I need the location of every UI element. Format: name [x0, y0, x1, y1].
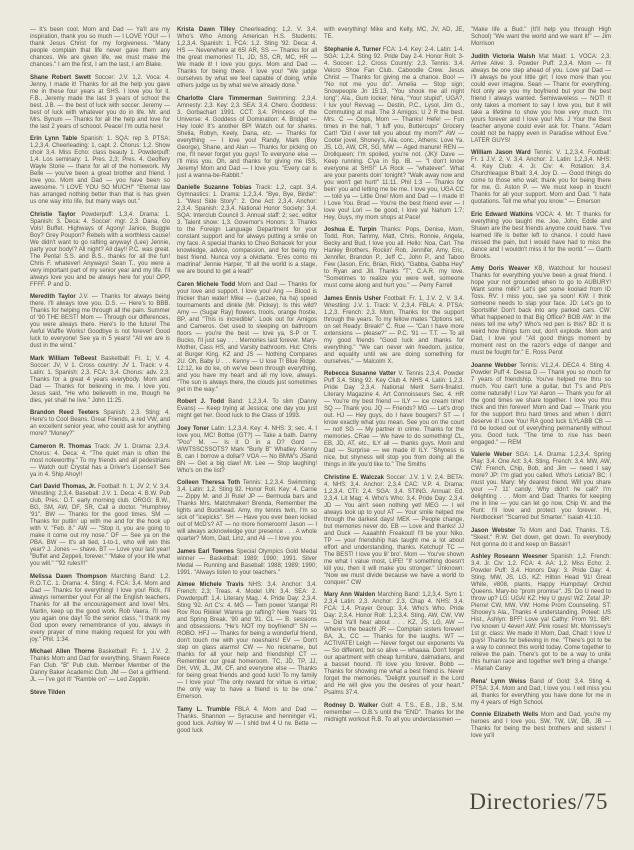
entry-student-name: Valerie Weber — [471, 452, 513, 458]
entry-text: Thanks: Pops, Denise, Mom, Todd, Ron, Tammy, Matt, Chris, Ronnie, Angela, Becky and Bud, I love you all. Hello: Noa, Carl. The Hanley Brothers, Rockin' Rob, Jennifer, Amy, Eric, Jennifer, Brandon P., Jeff C., John P., and Taboo Few (Jason, Eric, Brian, Rick). "Gabba, Gabba Hey" to Ryan and Jill. Thanks "T", C.A.R. my love. "Sometimes to realize you were well, someone must come along and hurt you." — Perry Farrell — [324, 227, 464, 289]
entry-student-name: Jason Webster — [471, 527, 516, 534]
directory-entry — [324, 592, 464, 697]
entry-student-name: Rebecca Susanne Vatter — [324, 371, 396, 377]
directory-column-4 — [471, 27, 611, 746]
entry-text: with everything! Mike and Kelly, MC, JV, AD, JE, TE. — [324, 27, 464, 40]
entry-text: Band of Gold: 3,4. Sting 4. PTSA: 3,4. Mom and Dad, I love you. I will miss you all, thanks for everything you have done for me in my 4 years of High School. — [471, 678, 611, 706]
entry-text: "Make life a Bud." (It'll help you through High School) "We want the world and we want it!" — Jim Morrison — [471, 27, 611, 47]
entry-student-name: Erin Lynn Table — [30, 136, 78, 142]
directory-column-1 — [30, 27, 170, 746]
directory-entry — [471, 27, 611, 48]
entry-text: Powderpuff: 1,3,4. Drama: 1. Spanish: 3. Deca: 4. Soccer: mgr. 2,3. Dana, Go Vols! Buffet. Highways of Agony! Janice, Buggle Boy? Grey Poupon? Rebels with a worthless cause! We didn't want to go rafting anyway! (Lee) Jennie, party your body!? All night? All day!! P.C. was great. The Penta! S.S. and B.S., thanks for all the fun! Chris F. whatever! Anyways! Sean T., you were a very important part of my senior year and my life. I'll always love you and be always here for you! OPP, FFFF. P and D. — [30, 211, 170, 288]
entry-text: Football: Fr. 1, J.V. 2, V. 3,4. Wrestling: J.V. 1. Track: V. 2,3,4. FBLA: 4. PTSA: 1,2,3. French: 2,3. Mom, Thanks for the support through the years. To my fellow mates "Options set, on set Ready: Break!" C. Rue — "Can I have more extensions — please?" — P.C. '91 — T.T. — To all my good friends "Good luck and thanks for everything." "We can never win freedom, justice, and equality until we are doing something for ourselves." — Malcolm X. — [324, 295, 464, 365]
entry-text: Tennis: V1,2,4. DECA 4. Sting 4. Powder Puff 4. Deesa D — Thank you so much for 7 years of friendship. You've helped me thru so much. You can't tune a guitar, but T's and Pb's come naturally! I Luv Ya! Aaron — Thank you for all the good times we share together. I love you thru thick and thin forever! Mom and Dad — Thank you for the support thru hard times and when I didn't deserve it! Love You! RA good luck ILYLABB CB — I'd be locked out of everything permanently without you. Good luck. "The time to rise has been engaged." — REM — [471, 362, 611, 446]
directory-entry — [30, 294, 170, 350]
page-number: Directories/75 — [469, 789, 608, 814]
entry-student-name: Meredith Taylor — [30, 294, 76, 300]
entry-student-name: Michael Allen Thorne — [30, 649, 95, 655]
directory-entry — [471, 54, 611, 145]
directory-entry — [177, 549, 317, 577]
entry-student-name: Joanne Webber — [471, 362, 517, 369]
directory-entry — [471, 554, 611, 673]
directory-entry — [177, 399, 317, 420]
entry-text: Swimming: 2,3,4. Amnesty: 2,3. Key: 2,3. SEA: 3,4. Chero. Goddess: 3. Gorbachart 1991. CCT: 3,4. Princess of the Universe: 4. Goddess of Domination: 4. Bridget — Hey look! It's another BP! Watch out for sharks. Shelia, Robyn, Keely, Dana, etc. — Thanks for everything — I love you! Randy, Mark (Boy George), Shane, and Alan — Thanks for picking on me, I'll never forget you guys! To everyone else — I'll miss you. Oh, and thanks for giving me ISS, Jeremy! Mom and Dad — I love you. "Every car is just a wanna-be-Rabbit." — [177, 95, 318, 179]
directory-entry — [30, 444, 170, 479]
directory-entry — [324, 27, 464, 41]
directory-entry — [177, 480, 317, 543]
directory-entry — [30, 690, 170, 697]
directory-entry — [30, 27, 170, 69]
entry-student-name: Shane Robert Swett — [30, 74, 91, 81]
entry-student-name: Danielle Suzanne Tobias — [177, 185, 252, 191]
entry-text: Soccer: J.V. 1 V. 2,4. BETA: 4. NHS: 3,4. Anchor: 2,3,4 CAC: V.P. 4. Drama: 1,2,3,4. CTI: 2,4. SGA: 3,4. STING. Annual: Ed. 2,3,4. Lit Mag: 4. Who's Who: 3,4. Pride Day: 2,3,4. JD — You ain't seen nothing yet! MEG — I wil always look up to you! AT — Your smile helped me through the darkest days! MEK — People change, but memories never do. EB — Love and thanks! JJ and Duck — Aaaahhh Freakout! I'll be your Niko. TP — your friendship has taught me a lot about effort and understanding, thanks. Ketchup! TC — The BEST! I love you lil' bro'. Mom — You've shown me what I value most, LIFE! "If something doesn't kill you, then it will make you stronger." Unknown: "Now we must divide because we have a world to conquer." CW — [324, 474, 464, 586]
entry-student-name: Colleen Theresa Toth — [177, 480, 240, 486]
directory-entry — [177, 27, 317, 90]
directory-entry — [30, 649, 170, 684]
entry-text: Spanish: 1,2. French: 3,4. Jr. Civ: 1,2. FCA: 4. AA: 1,2. Miss Echo: 2. Powder Puff: 3,4. Honors Day: 3. Pride Day: 4. Sting. MW, JS, LG, KZ: Hilton Head '91! Great White, #808, plants, Happy Humpday! Orchid Queens. Mary-bo "prom promise". JS: Do U need to throw up? LG: UGA! KZ: Hey U guys! WZ: Zeta! JP: Pierre! CW, MW, VW: Home Prom Counseling. ST: Shooey's Ala., Thanks 4 understanding. Poteet: US Hist., Ashlyn: BFF! Love ya! Cathy: Prom '91. BR: I've known U 4ever! AW: Pink roses! Mr. Morrissey's 1st gr. class: We made it! Mom, Dad, Chad: I love U guys! Thanks for believing in me. "There's got to be a way to connect this world today. Come together to relieve the pain. There's got to be a way to unite this human race and together we'll bring a change." - Mariah Carey — [471, 554, 611, 672]
directory-entry — [30, 356, 170, 405]
directory-column-3 — [324, 27, 464, 746]
entry-text: Marching Band: 1,2. R.O.T.C. 1. Drama: 4. Sting: 4. FCA: 3,4. Mom and Dad — Thanks for everything! I love you! Rick, I'll always remember you! For all the English teachers, Thanks for all the encouragement and love! Mrs. Martin, keep up the good work. Rob Vaera, I'll see you again one day! To the senior class, "I thank my God upon every remembrance of you, always in every prayer of mine making request for you with joy." Phil. 1:34. — [30, 573, 170, 643]
entry-text: V. Tennis 2,3,4. Powder Puff 3,4. Sting 92. Key Club 4. NHS 4. Latin: 1,2,3. Pride Day 2,3,4. National Merit Semi-finalist. Literary Magazine 4. Art Connoisseurs Sec. 4. HR — You're my best friend — ILY — ice cream time! SQ — Thank you. JQ — Friends? MG — Let's drop out. HJ — Hey guys, do I have bougers? ST — I know exactly what you mean. See you on the court — not! SG — My partner in crime. Thanks for the memories. CRae — We have to do something! CL, EB, JD, AT, etc., ILY all — thanks guys. Mom and Dad — Surprise — we made it! ILY. "Shyness is nice, but shyness will stop you from doing all the things in life you'd like to." The Smiths — [324, 371, 464, 468]
entry-text: — It's been cool. Mom and Dad — Ya'll are my inspiration, thank you so much — I LOVE YOU! — I thank Jesus Christ for my forgiveness. "Many people complain that life never gave them any chances. We are given life, we must make the chances." I am the first, I am the last, I am Blake. — [30, 27, 170, 68]
entry-student-name: Charlotte Clare Timmerman — [177, 95, 263, 102]
entry-student-name: Mary Ann Walden — [324, 592, 376, 598]
directory-entry — [30, 410, 170, 438]
directory-entry — [177, 582, 317, 701]
entry-text: Tennis: 1,2,3,4. Swimming: 3,4. Latin: 1,2. Sting 92. Honor Roll. Key: 4. Carrie — Zippy M. and JI Rule! JP — Bermuda bars and Thanks Mrs. Matchmaker! Brenda, Remember the lights and Buckhead. Amy, my tennis twin, I'm so sick of "icepicks". SH — Have you ever been kicked out of McD's? AT — no more homeroom! Jason — I will always acknowledge your presence . . . A whole quarter? Mom, Dad, Linz, and Ali — I love you. — [177, 480, 317, 542]
directory-entry — [30, 484, 170, 568]
entry-text: Mom and Dad — Thanks for your love and support. I love you! Ang — Blood is thicker than water! Mike — (Larzee, ha ha) speed tournaments and dinkle (Mr. Pickey). Is this wild? Amy — (Sugar Ray) flowers, trools, orange frostie, BP, and "This is incredible". Look out for Amigos and Cameros. Get used to sleeping on bathroom floors — you're the best — love ya, S-P or T. Bucko, I'll just say . . . Memories last forever. Mary-Mother, Cass HS, and Varsity bathroom. Hut: Chris at Burger King. KZ and JS — Nothing Compares 2U. Oh, Baby U . . . Kenny — U lose T! Blue Ridge. 12:12, ke do ke, oh we've been through everything, and you have my heart and all my love, always. "The sun is always there, the clouds just sometimes get in the way." — [177, 281, 317, 393]
entry-text: Tennis: V. 1,2,3,4. Football: Fr. 1 J.V. 2, V. 3,4. Anchor: 2. Latin: 1,2,3,4. NHS: 4. Key Club: 4. Jr. Civ: 4. Rotation: 3,4. Churchleague B'ball: 3,4. Joy D. — Good things do come to those who wait; thank you for being there for me. G. Aston P. — We must keep in touch! Thanks for all your support. Mom and Dad. "I hate quotations. Tell me what you know." — Emerson — [471, 150, 611, 205]
entry-text: FBLA 4. Mom and Dad — Thanks. Shannon — Syracuse and henninger #1; good luck. Ashley W — I shld bwl 4 U rw. Bette — good luck — [177, 706, 317, 734]
directory-entry — [324, 296, 464, 366]
entry-student-name: Amy Doris Weaver — [471, 266, 530, 272]
entry-text: Latin: 1,2,3,4. Key: 4. NHS: 3; sec. 4. I love you, MC! Bottse (GT?) — Take a bath. Danny "Poo" M. — Is it D in a D? Gord — WWTSSCSSOTS? Mark "Burly B" Whatley. Kenny B, can I borrow a dollar? VOA — No BMW's JSand BN — Get a big claw! Mr. Lee — Stop laughing! Who's on the list? — [177, 425, 318, 474]
directory-entry — [177, 707, 317, 735]
directory-entry — [324, 371, 464, 469]
entry-student-name: Steve Tilden — [30, 689, 66, 696]
entry-student-name: Ashley Roseann Weesner — [471, 554, 548, 560]
directory-entry — [471, 363, 611, 447]
entry-student-name: Brandon Reed Teeters — [30, 410, 99, 416]
entry-text: NHS: 3,4. Anchor: 3,4. French: 2,3; Treas. 4. Model UN: 3,4. SEA: 2. Powderpuff: 1,4. Literary Mag.: 4. Pride Day: 2,3,4. Sting '92. Art C's: 4. MG — Twin power 'stanga! RI Rov Rou Rikkie! Wanna go rafting? New Years '91 and Spring Break. '90 and '91. CL — B. sessions and obsessions. "He's NOT my boyfriend!" SN — ROBO. HFJ — Thanks for being a wonderful friend, don't touch me with your noeshairs! EV — Don't step on glass alarms! CW — No nickname, but thanks for all your help and friendship! CT — Remember our great homeroom. TC, JD, TP, JJ, DH, VW, JL, JM, CF, and everyone else — Thanks for being great friends and good luck! To my family — I love you! "The only reward for virtue is virtue; the only way to have a friend is to be one." Emerson. — [177, 582, 317, 700]
entry-text: FCA: 1-4. Key: 2-4. Latin: 1-4. SGA: 1,2,4. Sting 92. Pride Day 2-4. Honor Roll: 3-4. Soccer: 1,2. Cross Country: 2,3. Tennis: 3,4. Velcro Shoe Fan Club. Caboodle Crew. Jesus Christ — Thanks for giving me a chance. Boo! — "No not me you do". Amelia — Stop sign; Snowpeople Jn 15:13, "You shook me all night long"; Ala., Gum locker; Nina, "Your stupid", UGA?, I luv you! Revvag — Destin, P.C., Lysol, Jim G., Commuting at mall. The 3 Amigos; U 2 R the best. Mrs. C — Oops, Mom — Thanks! Hefe! — Fun times in the hall, "I luff you, Buttercups" Grocery Cart! "Did I ever tell you about my mom?" AW — Cooter jovel, Shoney's, Ala. conc., Athens: Love Ya. JS, LG, AW, CR, SG, MW — Aged manure! REN — Drollqueen; I'm spoiled, you're not. (JK)! Dave — Keep running. C'ya in Sp. IB. — "I don't know everyone at SHS!" LA Rock — "whatever". What are your parents doin' tonight? "Walk away now and you won't get hurt!" 11:11. Phil 1:3 — Thanks for bein' you and letting me be me. I love you, UGA CC — told ya — Little One! Mom and Dad — I made it! I Love You. Brad — You're the best friend ever — I love you! Lori — be good, I love ya! Nahum 1:7; Hey, Guys, my mom shops at Pace! — [324, 46, 464, 221]
entry-text: Football: fr. 1; JV 2; V. 3,4. Wrestling: 2,3,4. Baseball: J.V. 1. Deca: 4. B.W. Pub club, Pres.: D.T. early morning club. ORGG: B.W., BG, SM, AW, DF, SR, Call a doctor. "Humphrey '91". BW — Thanks for the good times. SM — Thanks for puttin' up with me and for the hook up with V. "Feb. 8." AW — "Stop it, you are going to make it come out my nose." DF — See ya on the PBA. BW — It's all tied, 1-to-1, who will win this year? J. Jones — shave. BT — Love your last year! "Buffet and Zeppeli, forever." "Make of your life what you will." "'92 rules!!!" — [30, 484, 171, 567]
entry-student-name: William Jason Ward — [471, 150, 531, 156]
entry-text: Basketball: Fr. 1; V. 4. Soccer: JV, V 1. Cross country: JV 1. Track: v 4. Latin: 1. Spanish: 2,3. FCA: 3,4. Chorus: adv. 2,3. Thanks for a great 4 years everybody. Mom and Dad — Thanks for believing in me. I love you. Jesus said, "He who believeth in me, though he dies, yet shall he live." John 11:25. — [30, 355, 171, 404]
entry-text: Marching Band: 1,2,3,4. Sym 1: 2,3,4 Latin: 2,3. Anchor: 2,3, Chap 4. NHS: 3,4. FCA: 1,4. Prayer Group: 3,4. Who's Who. Pride Day: 2,3,4. Honor Roll: 1,2,3,4. Sting. AW, CW, VW — Did Ya'll hear about . . . KZ, JS, LG, AW — Where's the beach! JR — Complain sisters forever! BA, JL, CC — Thanks for the laughs. WT — ACTIVATE! Leigh — Never forget our exponents Va — So different, but so alive — whaaaa. Don't forget our apartment with cheap furniture, dalmatians, and a basset hound. I'll love you forever. Bobb — Thanks for showing me what a best friend is. Never forget the memories. "Delight yourself in the Lord and He will give you the desires of your heart." Psalms 37:4. — [324, 592, 464, 696]
directory-entry — [324, 47, 464, 222]
directory-entry — [471, 679, 611, 707]
entry-student-name: Christie Taylor — [30, 211, 76, 218]
entry-text: Spanish: 1. SQA: rep 3. PTSA: 1,2,3,4. Cheerleading: 1, capt. 2. Chorus: 1,2. Show choir 3,4. Miss Echo: class beauty 1. Powderpuff: 1,4. Los seminary: 1. Pres. 2,3; Pres. 4. Geoffery Wayle Storie — thanx for all of the homework. My Belle — you've been a great brother and friend. I love you. Mom and Dad — you have been so awesome. "I LOVE YOU SO MUCH!" "Eternal law has arranged nothing better than that is has given us one way into life, but many ways out." — [30, 136, 170, 205]
entry-text: VOCA: 4. Mr. T thanks for everything you taught me. Joe, John, Eddie and Shawn are the best friends anyone could have. "I've learned life is better left to chance. I could have missed the pain, but I would have had to miss the dance and I wouldn't miss it for the world." — Garth Brooks. — [471, 211, 611, 260]
entry-student-name: Aimee Michele Travis — [177, 582, 244, 588]
entry-student-name: Stephanie A. Turner — [324, 46, 381, 53]
entry-student-name: Carl David Thomas, Jr. — [30, 484, 96, 490]
directory-entry — [30, 574, 170, 644]
entry-student-name: Eric Edward Watkins — [471, 211, 533, 218]
directory-entry — [177, 282, 317, 394]
entry-student-name: James Ennis Usher — [324, 295, 382, 302]
directory-entry — [30, 212, 170, 289]
entry-student-name: Connie Elizabeth Wells — [471, 712, 539, 718]
entry-student-name: Krista Dawn Tilley — [177, 27, 235, 33]
directory-entry — [324, 227, 464, 290]
directory-entry — [324, 475, 464, 587]
entry-text: Cheerleading: 1,2. V. 3,4. Who's Who Among American H.S. Students: 1,2,3,4. Spanish: 1. FCA: 1,2. Sting '92. Deca: 4. HS — Neverwhere at 65! AR, SS — Thanks for all the great memories! TL, JD, SS, CR, MC, HR — We made it! I love you guys. Mom and Dad — Thanks for being there. I love you! "We judge ourselves by what we feel capable of doing, while others judge us by what we've already done." — [177, 27, 317, 89]
entry-student-name: Cameron R. Thomas — [30, 443, 92, 450]
entry-student-name: Caren Michele Todd — [177, 281, 236, 288]
directory-entry — [471, 712, 611, 740]
directory-entry — [324, 703, 464, 724]
entry-text: Special Olympics Gold Medal winner — Basketball: 1989; 1990; 1991. Silver Medal — Running and Baseball: 1988; 1989; 1990; 1991. "Always listen to your teachers." — [177, 548, 317, 576]
entry-text: Band: 1,2,3,4. To slim (Danny Evans) — Keep trying at Jessica; one day you just might get her. Good luck to the Class of 1993. — [177, 399, 317, 419]
entry-text: Golf: 4. T.S., E.B., J.B., S.M. remember — O.B.'s until the "END". Thanks for the midnight workout R.B. To all you underclassmen — — [324, 702, 464, 723]
directory-entry — [471, 528, 611, 549]
directory-entry — [177, 426, 317, 475]
directory-entry — [471, 212, 611, 261]
entry-text: Basketball: Fr. 1, J.V. 2. Thanks Mom and Dad for everything. Shawn Reece Fan Club. "B" Pub club. Member Member of the Danny Baker Academic Club. JM — Get a girlfriend. JL — I've got it! "Ramble on" — Led Zepplin. — [30, 649, 170, 683]
entry-student-name: Melissa Dawn Thompson — [30, 573, 107, 580]
entry-text: J.V. — Thanks for always being there. I'll always love you. D.S. — Here's to BBB. Thanks for helping me through all the pain. Summer of '90 THE BEST! Mom — Through our differences, you were always there. Here's to the future! The Awful Waffle Works! Goodbye is not forever! Good luck to everyone! See ya in 5 years! "All we are is dust in the wind." — [30, 294, 170, 349]
entry-text: Soccer: J.V. 1,2. Voca: 4. Jenny, I made it! Thanks for all the help you gave me in these four years at SHS. I love you for it. F.B., Jeremy made the last 3 years of school the best. J.B. — the best of luck with soccer. Jeremy — best of luck with whatever you do in life. Mr. and Mrs. Bynum — Thanks for all the help and love for the last 2 years of schoool. Peace! I'm outta here! — [30, 74, 171, 130]
directory-columns — [30, 27, 610, 746]
entry-text: Track: JV 1. Drama: 2,3,4. Chorus: 4. Deca: 4. "The quiet man is often the most noteworthy." To my friends and all pedestrians — Watch out! Crystal has a Driver's License!! See ya in 4. Ship Ahoy!! — [30, 443, 170, 478]
entry-student-name: Joey Toner — [177, 425, 210, 432]
directory-entry — [30, 75, 170, 131]
entry-student-name: Rena' Lynn Weiss — [471, 678, 527, 685]
entry-student-name: James Earl Townes — [177, 548, 234, 555]
directory-entry — [30, 136, 170, 206]
entry-text: Mom and Dad, you're my heroes and I love you. SW, TW, LW, DB, JB — Thanks for being the best brothers and sisters! I love ya'll — [471, 712, 611, 739]
entry-text: Track: 1,2, capt. 3,4. Gymnastics: 1. Drama: 1,2,3,4. "Bye, Bye, Birdie": 1. "West Side Story": 2. One Act: 2,3,4. Anchor: 2,3,4. Spanish: 2,3,4. National Honor Society: 3,4. SQA: Interclub Council 3. Annual staff: 2; sec. editor 3. Talent show: 1,3. Governor's Honors: 3. Thanks to the Foreign Language Department for your constant support and for always putting a smile on my face. A special thanks to Cheo Bohacek for your knowledge, advice, compassion, and for being my best friend. Nunca voy a olvidarte. 'Eres como mi madrina!' Jennie Harper, "If all the world is a stage, we are bound to get a lead!" — [177, 185, 317, 275]
entry-student-name: Robert J. Todd — [177, 399, 224, 405]
entry-student-name: Joshua E. Turpin — [324, 227, 377, 233]
directory-entry — [177, 96, 317, 180]
entry-student-name: Judith Victoria Walsh — [471, 53, 536, 60]
entry-text: SGA: 1,4. Drama: 1,2,3,4. Spring Play: 3,4. One Act: 3,4. Sting. French: 3,4. MW, AW, CW: French, Chip, Bob, and Jim — need I say more? JP: I'm glad you called. Who's Leticia? BC: I must you. Mary: My dearest friend. Will you share your —7 11' candy. Why didn't he call? I'm delighting . . . Mom and Dad: Thanks for keeping me in line — you can let go now. Chip W. and the Runt: I'll love and protect you forever. Hi, Nerdbocker! "Scarred but Smarter." Isaiah 41:10. — [471, 452, 612, 521]
directory-entry — [177, 185, 317, 276]
entry-text: Mat Maid: 1. VOCA: 2,3. Arrive Alive: 3. Powder Puff: 2,3,4. Mom — I'll always be one step ahead of you. Love ya! Dad — I'll always be your little girl; I love more than you could ever imagine. Sean — Thanx for everything. Not only are you my boyfriend but your the best friend I always wanted. Semiwaveless — NOT! It only takes a moment to say I love you, but it will take a lifetime to show you how very much. I'm yours forever and I love you! Ms. J Your the Best teacher anyone could ever ask for. Thanx. "Adam could not be happy even in Paradise without Eve." LATER GUYS! — [471, 53, 612, 144]
directory-entry — [471, 452, 611, 522]
entry-text: KB, Watchout for houses! Thanks for everything you've been a great friend. I hope your not grounded when to go to AUBURY! Want some milk? Let's get some koolaid from ID Toss. RV: I miss you, see ya soon! KW: I think someone needs to slap your face. JD: Let's go to Sportslife! Don't back into any parked cars. CW: What happened to that Big Office? BOB AW: In the news tell me why? Who's red pen is this? BD: It is weird how things turn out, don't explode. Mom and Dad, I love you! "All good things moment by moment rest on the razor's edge of danger and must be fought for." E. Ross Perot — [471, 266, 611, 356]
directory-column-2 — [177, 27, 317, 746]
entry-text: To Mom and Dad, Thanks. T.S. "Skeet." R.W. Get down, get down. To everybody Not gonna do it and keep on Bassin'! — [471, 527, 611, 548]
entry-student-name: Rodney D. Walker — [324, 702, 378, 709]
directory-entry — [471, 150, 611, 206]
entry-student-name: Tamy L. Trumble — [177, 706, 230, 713]
directory-entry — [471, 266, 611, 357]
entry-student-name: Mark William TeBeest — [30, 355, 97, 362]
entry-student-name: Christine E. Walczak — [324, 474, 384, 481]
entry-text: Spanish: 2,3. Sting: 4. Here's to Cool Beans. Great Friends, a red VW, and an excellent senior year, who could ask for anything more? "Money?" — [30, 410, 170, 437]
